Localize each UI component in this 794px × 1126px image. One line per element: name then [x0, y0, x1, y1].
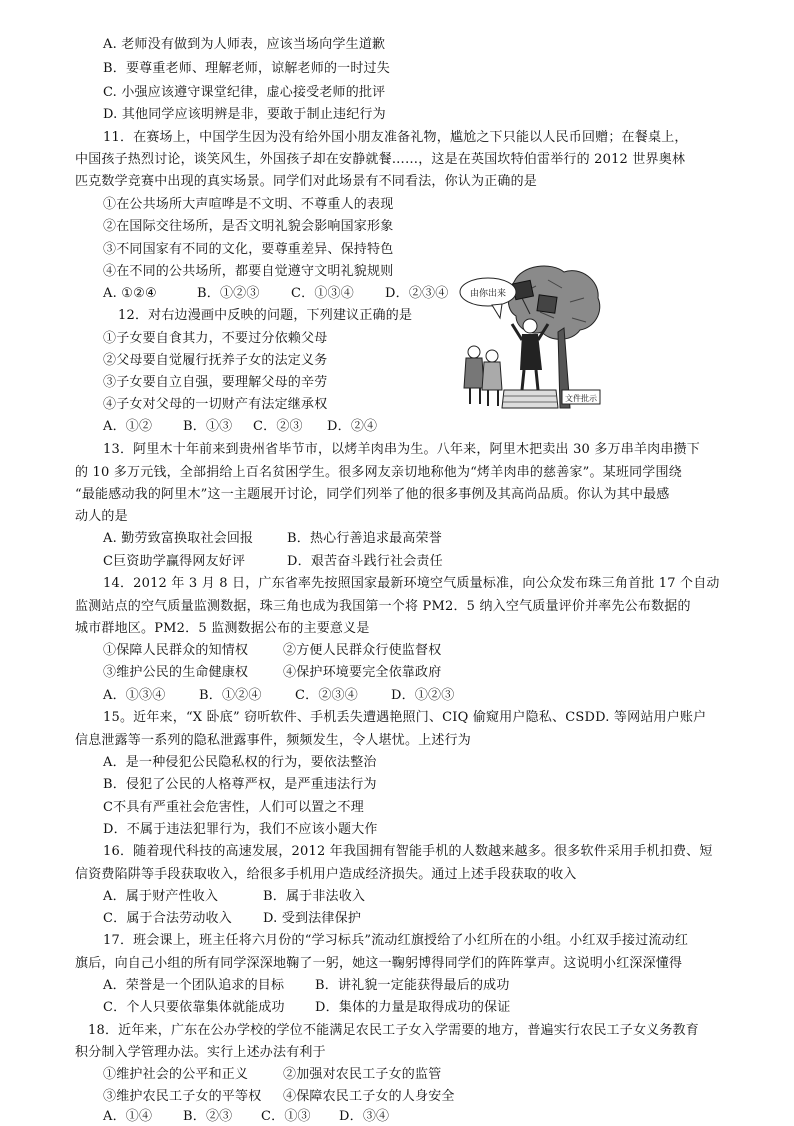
q12-choice-d: D．②④ [327, 419, 378, 434]
q13-choice-c: C巨资助学赢得网友好评 [103, 554, 246, 569]
q12-choice-c: C．②③ [253, 419, 303, 434]
q18-choice-a: A．①④ [103, 1109, 153, 1124]
q12-choices [103, 418, 377, 436]
q17-choice-c: C．个人只要依靠集体就能成功 [103, 1000, 285, 1015]
q14-stem-line1: 14．2012 年 3 月 8 日，广东省率先按照国家最新环境空气质量标准，向公众发布珠三角首批 17 个自动 [103, 576, 720, 591]
q10-option-d: D. 其他同学应该明辨是非，要敢于制止违纪行为 [103, 107, 386, 122]
q16-stem-line2: 信资费陷阱等手段获取收入，给很多手机用户造成经济损失。通过上述手段获取的收入 [75, 867, 577, 882]
q10-option-c: C. 小强应该遵守课堂纪律，虚心接受老师的批评 [103, 85, 386, 100]
q14-choice-a: A．①③④ [103, 688, 166, 703]
q15-stem-line1: 15。近年来，“X 卧底” 窃听软件、手机丢失遭遇艳照门、CIQ 偷窥用户隐私、CSDD. 等网站用户账户 [103, 710, 707, 725]
q14-item-3: ③维护公民的生命健康权 [103, 665, 249, 680]
q17-choice-a: A．荣誉是一个团队追求的目标 [103, 978, 285, 993]
q13-choices-row2 [103, 553, 443, 571]
q18-stem-line1: 18．近年来，广东在公办学校的学位不能满足农民工子女入学需要的地方，普遍实行农民工子女义务教育 [88, 1023, 699, 1038]
q15-choice-c: C不具有严重社会危害性，人们可以置之不理 [103, 800, 364, 815]
q11-item-4: ④在不同的公共场所，都要自觉遵守文明礼貌规则 [103, 264, 394, 279]
q13-stem-line3: “最能感动我的阿里木”这一主题展开讨论，同学们列举了他的很多事例及其高尚品质。你认为其中最感 [75, 487, 670, 502]
q14-item-4: ④保护环境要完全依靠政府 [283, 665, 442, 680]
q14-stem-line2: 监测站点的空气质量监测数据，珠三角也成为我国第一个将 PM2．5 纳入空气质量评价并率先公布数据的 [75, 599, 691, 614]
q14-choice-d: D．①②③ [391, 688, 455, 703]
q14-items-row2 [103, 664, 441, 682]
q12-item-4: ④子女对父母的一切财产有法定继承权 [103, 397, 328, 412]
q14-item-2: ②方便人民群众行使监督权 [283, 643, 442, 658]
q13-choice-b: B．热心行善追求最高荣誉 [287, 531, 442, 546]
q14-items-row1 [103, 642, 441, 660]
q11-choice-d: D．②③④ [385, 286, 449, 301]
q18-choices [103, 1108, 389, 1126]
q17-choice-d: D．集体的力量是取得成功的保证 [315, 1000, 511, 1015]
q17-stem-line1: 17．班会课上，班主任将六月份的“学习标兵”流动红旗授给了小红所在的小组。小红双手接过流动红 [103, 933, 689, 948]
q18-items-row1 [103, 1066, 441, 1084]
q18-items-row2 [103, 1088, 455, 1106]
q11-choice-a: A. ①②④ [103, 286, 157, 301]
q15-choice-a: A．是一种侵犯公民隐私权的行为，要依法整治 [103, 755, 377, 770]
q16-stem-line1: 16．随着现代科技的高速发展，2012 年我国拥有智能手机的人数越来越多。很多软件采用手机扣费、短 [103, 844, 713, 859]
q17-choices-row2 [103, 999, 510, 1017]
q11-stem-line1: 11．在赛场上，中国学生因为没有给外国小朋友准备礼物，尴尬之下只能以人民币回赠；在餐桌上， [103, 130, 688, 145]
q11-choices [103, 285, 448, 303]
q15-choice-d: D．不属于违法犯罪行为，我们不应该小题大作 [103, 822, 378, 837]
q17-choices-row1 [103, 977, 510, 995]
q18-choice-d: D．③④ [339, 1109, 390, 1124]
q14-item-1: ①保障人民群众的知情权 [103, 643, 249, 658]
q10-option-a: A. 老师没有做到为人师表，应该当场向学生道歉 [103, 37, 386, 52]
q13-stem-line4: 动人的是 [75, 509, 128, 524]
q16-choice-b: B．属于非法收入 [263, 889, 366, 904]
q16-choice-d: D. 受到法律保护 [263, 911, 362, 926]
q12-item-2: ②父母要自觉履行抚养子女的法定义务 [103, 353, 328, 368]
q16-choice-a: A．属于财产性收入 [103, 889, 219, 904]
q11-item-2: ②在国际交往场所，是否文明礼貌会影响国家形象 [103, 219, 394, 234]
q11-choice-b: B．①②③ [197, 286, 260, 301]
q15-choice-b: B．侵犯了公民的人格尊严权，是严重违法行为 [103, 777, 377, 792]
q15-stem-line2: 信息泄露等一系列的隐私泄露事件，频频发生，令人堪忧。上述行为 [75, 733, 472, 748]
q11-item-3: ③不同国家有不同的文化，要尊重差异、保持特色 [103, 242, 394, 257]
q11-stem-line3: 匹克数学竞赛中出现的真实场景。同学们对此场景有不同看法，你认为正确的是 [75, 174, 538, 189]
q14-choice-c: C．②③④ [295, 688, 358, 703]
q16-choices-row1 [103, 888, 365, 906]
q12-item-3: ③子女要自立自强，要理解父母的辛劳 [103, 375, 328, 390]
q14-choice-b: B．①②④ [199, 688, 262, 703]
q16-choices-row2 [103, 910, 361, 928]
q11-choice-c: C．①③④ [291, 286, 354, 301]
q13-choices-row1 [103, 530, 442, 548]
q18-item-1: ①维护社会的公平和正义 [103, 1067, 249, 1082]
q11-stem-line2: 中国孩子热烈讨论，谈笑风生，外国孩子却在安静就餐……，这是在英国坎特伯雷举行的 2012 世界奥林 [75, 152, 686, 167]
q17-stem-line2: 旗后，向自己小组的所有同学深深地鞠了一躬，她这一鞠躬博得同学们的阵阵掌声。这说明小红深深懂得 [75, 956, 683, 971]
q18-stem-line2: 积分制入学管理办法。实行上述办法有利于 [75, 1045, 326, 1060]
q16-choice-c: C．属于合法劳动收入 [103, 911, 232, 926]
q13-choice-d: D．艰苦奋斗践行社会责任 [287, 554, 443, 569]
q14-stem-line3: 城市群地区。PM2．5 监测数据公布的主要意义是 [75, 621, 370, 636]
q18-choice-c: C．①③ [261, 1109, 311, 1124]
q12-stem: 12．对右边漫画中反映的问题，下列建议正确的是 [118, 308, 413, 323]
cartoon-sign-text: 文件批示 [565, 394, 597, 403]
q18-item-3: ③维护农民工子女的平等权 [103, 1089, 262, 1104]
q13-stem-line2: 的 10 多万元钱，全部捐给上百名贫困学生。很多网友亲切地称他为“烤羊肉串的慈善家”。某班同学围绕 [75, 465, 682, 480]
q12-cartoon-image [452, 262, 604, 412]
q12-item-1: ①子女要自食其力，不要过分依赖父母 [103, 331, 328, 346]
q10-option-b: B．要尊重老师、理解老师，谅解老师的一时过失 [103, 61, 390, 76]
q12-choice-b: B．①③ [183, 419, 233, 434]
q18-item-2: ②加强对农民工子女的监管 [283, 1067, 442, 1082]
q14-choices [103, 687, 454, 705]
q18-item-4: ④保障农民工子女的人身安全 [283, 1089, 455, 1104]
q13-stem-line1: 13．阿里木十年前来到贵州省毕节市，以烤羊肉串为生。八年来，阿里木把卖出 30 多万串羊肉串攒下 [103, 442, 700, 457]
q17-choice-b: B．讲礼貌一定能获得最后的成功 [315, 978, 510, 993]
cartoon-bubble-text: 由你出来 [469, 289, 507, 299]
q11-item-1: ①在公共场所大声喧哗是不文明、不尊重人的表现 [103, 197, 394, 212]
q13-choice-a: A. 勤劳致富换取社会回报 [103, 531, 254, 546]
q12-choice-a: A．①② [103, 419, 153, 434]
q18-choice-b: B．②③ [183, 1109, 233, 1124]
